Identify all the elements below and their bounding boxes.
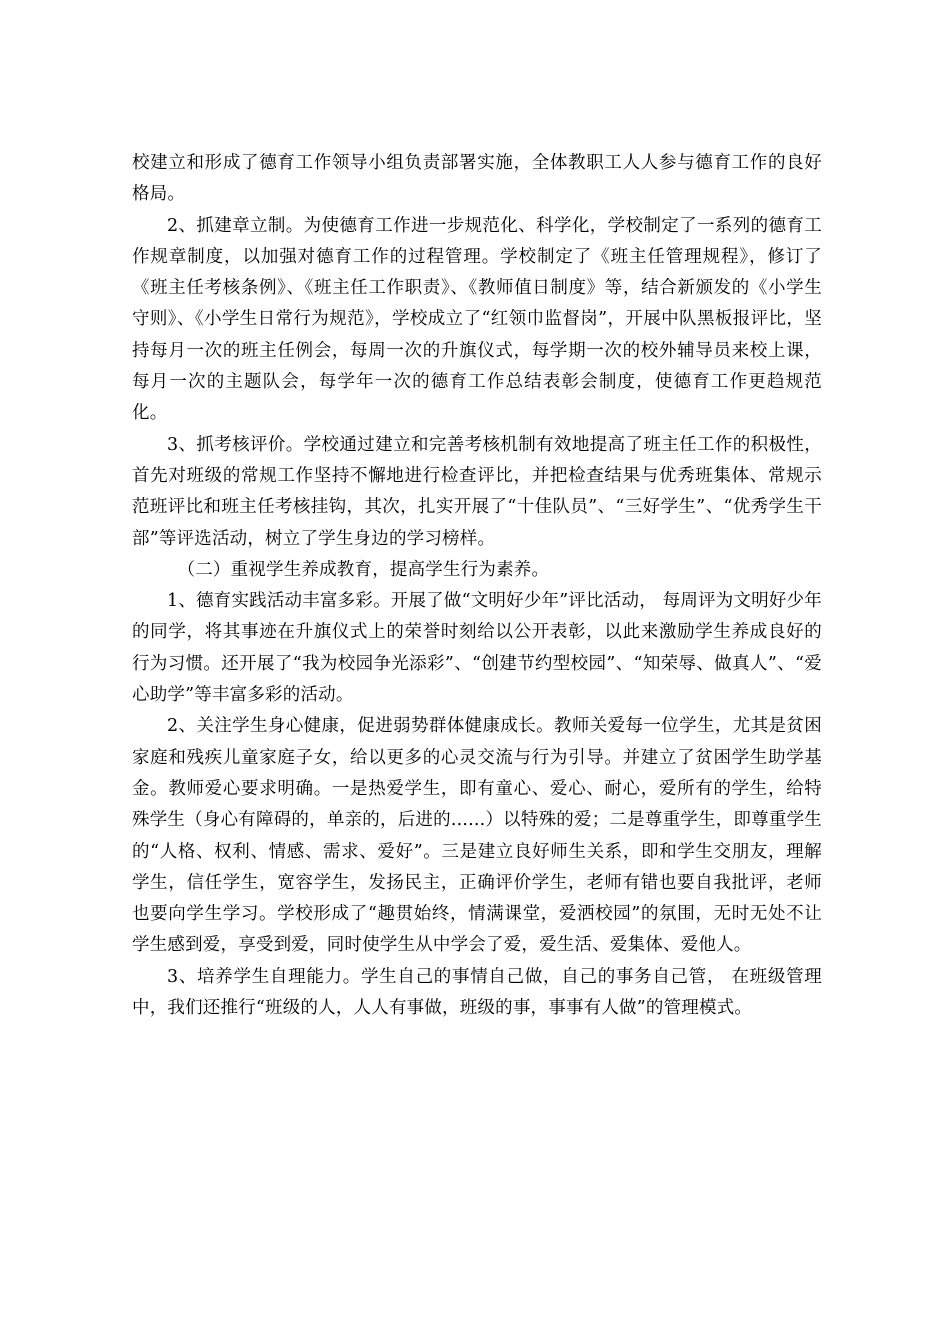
paragraph-continuation: 校建立和形成了德育工作领导小组负责部署实施，全体教职工人人参与德育工作的良好格局。 — [132, 153, 822, 205]
paragraph-self-management: 3、培养学生自理能力。学生自己的事情自己做，自己的事务自己管， 在班级管理中，我们还推行“班级的人，人人有事做，班级的事，事事有人做”的管理模式。 — [132, 966, 822, 1019]
paragraph-rules-and-regulations: 2、抓建章立制。为使德育工作进一步规范化、科学化，学校制定了一系列的德育工作规章制度，以加强对德育工作的过程管理。学校制定了《班主任管理规程》，修订了《班主任考核条例》、《班主任工作职责》、《教师值日制度》等，结合新颁发的《小学生守则》、《小学生日常行为规范》，学校成立了“红领巾监督岗”，开展中队黑板报评比，坚持每月一次的班主任例会，每周一次的升旗仪式，每学期一次的校外辅导员来校上课，每月一次的主题队会，每学年一次的德育工作总结表彰会制度，使德育工作更趋规范化。 — [132, 215, 822, 424]
paragraph-moral-practice-activities: 1、德育实践活动丰富多彩。开展了做“文明好少年”评比活动， 每周评为文明好少年的同学，将其事迹在升旗仪式上的荣誉时刻给以公开表彰，以此来激励学生养成良好的行为习惯。还开展了“我为校园争光添彩”、“创建节约型校园”、“知荣辱、做真人”、“爱心助学”等丰富多彩的活动。 — [132, 591, 822, 706]
paragraph-student-wellbeing: 2、关注学生身心健康，促进弱势群体健康成长。教师关爱每一位学生，尤其是贫困家庭和残疾儿童家庭子女，给以更多的心灵交流与行为引导。并建立了贫困学生助学基金。教师爱心要求明确。一是热爱学生，即有童心、爱心、耐心，爱所有的学生，给特殊学生（身心有障碍的，单亲的，后进的......）以特殊的爱；二是尊重学生，即尊重学生的“人格、权利、情感、需求、爱好”。三是建立良好师生关系，即和学生交朋友，理解学生，信任学生，宽容学生，发扬民主，正确评价学生，老师有错也要自我批评，老师也要向学生学习。学校形成了“趣贯始终，情满课堂，爱洒校园”的氛围，无时无处不让学生感到爱，享受到爱，同时使学生从中学会了爱，爱生活、爱集体、爱他人。 — [132, 716, 822, 956]
paragraph-assessment-evaluation: 3、抓考核评价。学校通过建立和完善考核机制有效地提高了班主任工作的积极性，首先对班级的常规工作坚持不懈地进行检查评比，并把检查结果与优秀班集体、常规示范班评比和班主任考核挂钩，其次，扎实开展了“十佳队员”、“三好学生”、“优秀学生干部”等评选活动，树立了学生身边的学习榜样。 — [132, 434, 822, 549]
section-heading-habit-education: （二）重视学生养成教育，提高学生行为素养。 — [177, 559, 550, 580]
document-body — [132, 148, 822, 1024]
